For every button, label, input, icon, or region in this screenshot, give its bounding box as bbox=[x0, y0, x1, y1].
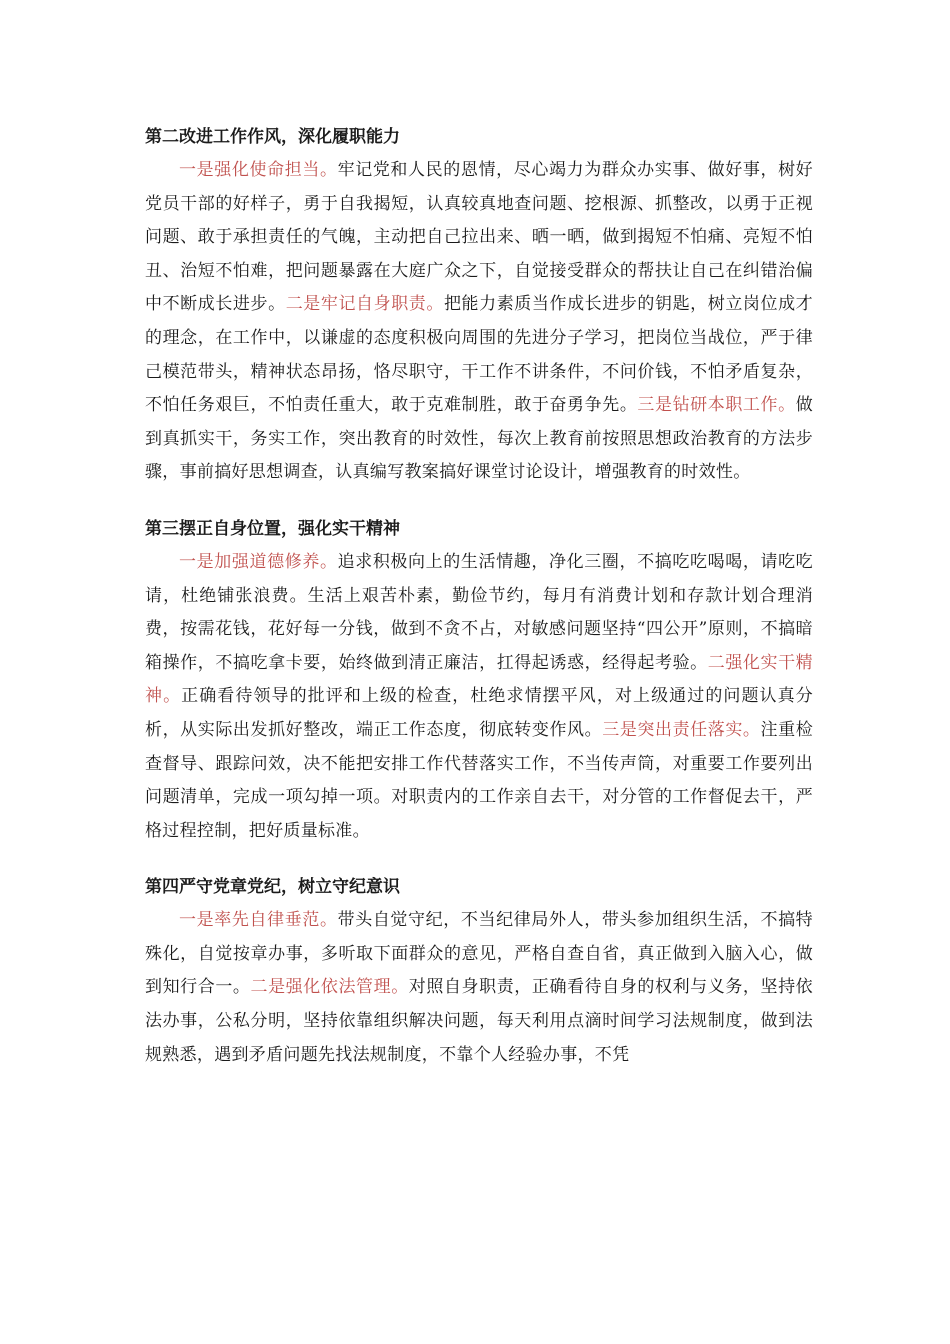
section-heading: 第三摆正自身位置，强化实干精神 bbox=[145, 518, 400, 539]
section-correct-position bbox=[145, 516, 813, 848]
section-heading: 第二改进工作作风，深化履职能力 bbox=[145, 127, 400, 147]
section-improve-work-style bbox=[145, 124, 813, 490]
section-strict-discipline bbox=[145, 874, 813, 1072]
point-text: 把能力素质当作成长进步的钥匙，树立岗位成才的理念，在工作中，以谦虚的态度积极向周围的先进分子学习，把岗位当战位，严于律己模范带头，精神状态昂扬，恪尽职守，干工作不讲条件，不问价钱，不怕矛盾复杂，不怕任务艰巨，不怕责任重大，敢于克难制胜，敢于奋勇争先。 bbox=[145, 294, 813, 416]
point-text: 带头自觉守纪，不当纪律局外人，带头参加组织生活，不搞特殊化，自觉按章办事，多听取下面群众的意见，严格自查自省，真正做到入脑入心，做到知行合一。 bbox=[145, 910, 813, 998]
point-text: 对照自身职责，正确看待自身的权利与义务，坚持依法办事，公私分明，坚持依靠组织解决问题，每天利用点滴时间学习法规制度，做到法规熟悉，遇到矛盾问题先找法规制度，不靠个人经验办事，不凭 bbox=[145, 977, 813, 1065]
point-text: 注重检查督导、跟踪问效，决不能把安排工作代替落实工作，不当传声筒，对重要工作要列出问题清单，完成一项勾掉一项。对职责内的工作亲自去干，对分管的工作督促去干，严格过程控制，把好质量标准。 bbox=[145, 719, 813, 841]
point-text: 做到真抓实干，务实工作，突出教育的时效性，每次上教育前按照思想政治教育的方法步骤，事前搞好思想调查，认真编写教案搞好课堂讨论设计，增强教育的时效性。 bbox=[145, 395, 813, 483]
point-label: 一是率先自律垂范。 bbox=[179, 910, 338, 931]
point-text: 追求积极向上的生活情趣，净化三圈，不搞吃吃喝喝，请吃吃请，杜绝铺张浪费。生活上艰苦朴素，勤俭节约，每月有消费计划和存款计划合理消费，按需花钱，花好每一分钱，做到不贪不占，对敏感问题坚持“四公开”原则，不搞暗箱操作，不搞吃拿卡要，始终做到清正廉洁，扛得起诱惑，经得起考验。 bbox=[145, 551, 813, 673]
document-page bbox=[145, 124, 813, 1098]
point-label: 一是强化使命担当。 bbox=[179, 160, 338, 180]
point-label: 三是钻研本职工作。 bbox=[637, 395, 796, 416]
point-label: 二是牢记自身职责。 bbox=[285, 294, 444, 315]
point-label: 二强化实干精神。 bbox=[145, 652, 813, 707]
section-paragraph bbox=[145, 546, 813, 848]
point-text: 正确看待领导的批评和上级的检查，杜绝求情摆平风，对上级通过的问题认真分析，从实际出发抓好整改，端正工作态度，彻底转变作风。 bbox=[145, 686, 813, 740]
section-paragraph bbox=[145, 904, 813, 1072]
section-heading: 第四严守党章党纪，树立守纪意识 bbox=[145, 877, 400, 898]
section-paragraph bbox=[145, 154, 813, 490]
point-label: 三是突出责任落实。 bbox=[602, 719, 761, 740]
point-label: 二是强化依法管理。 bbox=[250, 977, 409, 998]
point-label: 一是加强道德修养。 bbox=[179, 551, 338, 572]
point-text: 牢记党和人民的恩情，尽心竭力为群众办实事、做好事，树好党员干部的好样子，勇于自我揭短，认真较真地查问题、挖根源、抓整改，以勇于正视问题、敢于承担责任的气魄，主动把自己拉出来、晒一晒，做到揭短不怕痛、亮短不怕丑、治短不怕难，把问题暴露在大庭广众之下，自觉接受群众的帮扶让自己在纠错治偏中不断成长进步。 bbox=[145, 160, 813, 315]
